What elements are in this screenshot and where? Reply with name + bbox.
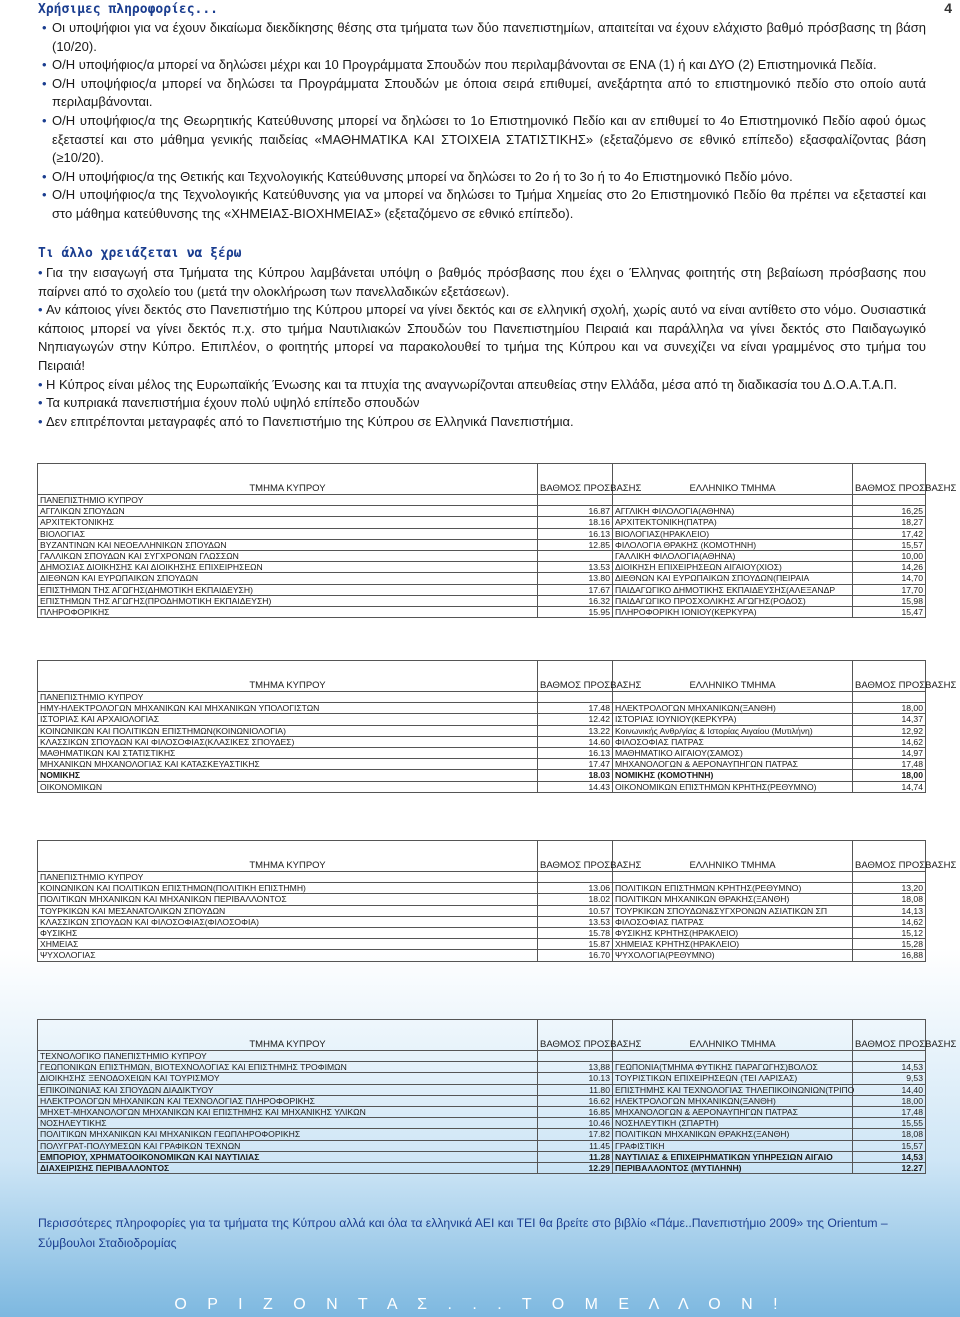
info-bullet-list xyxy=(38,19,926,224)
more-bullet: • Αν κάποιος γίνει δεκτός στο Πανεπιστήμιο της Κύπρου μπορεί να γίνει δεκτός και σε ελληνική σχολή, χωρίς αυτό να είναι αντίθετο στο νόμο. Ουσιαστικά κάποιος μπορεί να γίνει δεκτός π.χ. στο τμήμα Ναυτιλιακών Σπουδών του Πανεπιστημίου Πειραιά και παράλληλα να γίνει δεκτός στο Παιδαγωγικό Νηπιαγωγών στην Κύπρο. Επιπλέον, ο φοιτητής μπορεί να παρακολουθεί το τμήμα της Κύπρου και να συνεχίζει να είναι γραμμένος στο τμήμα του Πειραιά! xyxy=(38,301,926,375)
table-row xyxy=(38,950,926,961)
cyprus-score: 18.16 xyxy=(538,517,613,528)
university-row xyxy=(38,1051,926,1062)
greek-score: 18,08 xyxy=(853,894,926,905)
greek-dept: ΗΛΕΚΤΡΟΛΟΓΩΝ ΜΗΧΑΝΙΚΩΝ(ΞΑΝΘΗ) xyxy=(613,1095,853,1106)
greek-score: 13,20 xyxy=(853,883,926,894)
greek-score: 14,40 xyxy=(853,1084,926,1095)
table-row xyxy=(38,550,926,561)
header-cell: ΤΜΗΜΑ ΚΥΠΡΟΥ xyxy=(38,464,538,495)
table-row xyxy=(38,1129,926,1140)
table-row xyxy=(38,1140,926,1151)
table-header-row xyxy=(38,464,926,495)
greek-dept: ΕΠΙΣΤΗΜΗΣ ΚΑΙ ΤΕΧΝΟΛΟΓΙΑΣ ΤΗΛΕΠΙΚΟΙΝΩΝΙΩΝ(ΤΡΙΠΟ xyxy=(613,1084,853,1095)
header-cell: ΒΑΘΜΟΣ ΠΡΟΣΒΑΣΗΣ xyxy=(853,464,926,495)
greek-dept: ΤΟΥΡΚΙΚΩΝ ΣΠΟΥΔΩΝ&ΣΥΓΧΡΟΝΩΝ ΑΣΙΑΤΙΚΩΝ ΣΠ xyxy=(613,905,853,916)
grade-table xyxy=(37,660,957,793)
greek-score: 14,53 xyxy=(853,1062,926,1073)
greek-dept: ΧΗΜΕΙΑΣ ΚΡΗΤΗΣ(ΗΡΑΚΛΕΙΟ) xyxy=(613,939,853,950)
cyprus-score: 16.85 xyxy=(538,1106,613,1117)
cyprus-score: 16.70 xyxy=(538,950,613,961)
table-row xyxy=(38,528,926,539)
empty-cell xyxy=(613,692,853,703)
greek-dept: ΦΥΣΙΚΗΣ ΚΡΗΤΗΣ(ΗΡΑΚΛΕΙΟ) xyxy=(613,927,853,938)
empty-cell xyxy=(853,872,926,883)
greek-score: 15,55 xyxy=(853,1118,926,1129)
cyprus-score: 11.45 xyxy=(538,1140,613,1151)
cyprus-score: 10.57 xyxy=(538,905,613,916)
greek-dept: ΠΟΛΙΤΙΚΩΝ ΜΗΧΑΝΙΚΩΝ ΘΡΑΚΗΣ(ΞΑΝΘΗ) xyxy=(613,1129,853,1140)
cyprus-dept: ΝΟΜΙΚΗΣ xyxy=(38,770,538,781)
grade-table xyxy=(37,463,957,618)
cyprus-score: 18.03 xyxy=(538,770,613,781)
table-row xyxy=(38,1084,926,1095)
table-row xyxy=(38,736,926,747)
info-bullet: • Οι υποψήφιοι για να έχουν δικαίωμα διεκδίκησης θέσης στα τμήματα των δύο πανεπιστημίων, απαιτείται να έχουν ελάχιστο βαθμό πρόσβασης τη βάση (10/20). xyxy=(38,19,926,56)
footer-note: Περισσότερες πληροφορίες για τα τμήματα της Κύπρου αλλά και όλα τα ελληνικά ΑΕΙ και ΤΕΙ θα βρείτε στο βιβλίο «Πάμε..Πανεπιστήμιο 2009» της Orientum – Σύμβουλοι Σταδιοδρομίας xyxy=(38,1216,888,1250)
empty-cell xyxy=(853,1051,926,1062)
header-cell: ΒΑΘΜΟΣ ΠΡΟΣΒΑΣΗΣ xyxy=(538,1020,613,1051)
table-row xyxy=(38,1062,926,1073)
table-row xyxy=(38,517,926,528)
greek-score: 17,70 xyxy=(853,584,926,595)
cyprus-dept: ΠΟΛΥΓΡΑΤ-ΠΟΛΥΜΕΣΩΝ ΚΑΙ ΓΡΑΦΙΚΩΝ ΤΕΧΝΩΝ xyxy=(38,1140,538,1151)
page-number: 4 xyxy=(944,0,952,16)
university-name: ΠΑΝΕΠΙΣΤΗΜΙΟ ΚΥΠΡΟΥ xyxy=(38,872,538,883)
cyprus-dept: ΠΛΗΡΟΦΟΡΙΚΗΣ xyxy=(38,606,538,617)
cyprus-dept: ΓΑΛΛΙΚΩΝ ΣΠΟΥΔΩΝ ΚΑΙ ΣΥΓΧΡΟΝΩΝ ΓΛΩΣΣΩΝ xyxy=(38,550,538,561)
table-row xyxy=(38,916,926,927)
info-title: Χρήσιμες πληροφορίες... xyxy=(38,2,219,17)
cyprus-score: 11.80 xyxy=(538,1084,613,1095)
greek-score: 10,00 xyxy=(853,550,926,561)
greek-dept: ΦΙΛΟΣΟΦΙΑΣ ΠΑΤΡΑΣ xyxy=(613,916,853,927)
table-row xyxy=(38,781,926,792)
header-cell: ΕΛΛΗΝΙΚΟ ΤΜΗΜΑ xyxy=(613,661,853,692)
greek-score: 14,37 xyxy=(853,714,926,725)
header-cell: ΕΛΛΗΝΙΚΟ ΤΜΗΜΑ xyxy=(613,841,853,872)
cyprus-dept: ΤΟΥΡΚΙΚΩΝ ΚΑΙ ΜΕΣΑΝΑΤΟΛΙΚΩΝ ΣΠΟΥΔΩΝ xyxy=(38,905,538,916)
table-row xyxy=(38,584,926,595)
greek-dept: ΙΣΤΟΡΙΑΣ ΙΟΥΝΙΟΥ(ΚΕΡΚΥΡΑ) xyxy=(613,714,853,725)
empty-cell xyxy=(853,692,926,703)
greek-score: 14,26 xyxy=(853,562,926,573)
greek-dept: ΠΕΡΙΒΑΛΛΟΝΤΟΣ (ΜΥΤΙΛΗΝΗ) xyxy=(613,1162,853,1173)
empty-cell xyxy=(853,495,926,506)
greek-score: 18,08 xyxy=(853,1129,926,1140)
cyprus-dept: ΒΙΟΛΟΓΙΑΣ xyxy=(38,528,538,539)
cyprus-score: 16.62 xyxy=(538,1095,613,1106)
table-header-row xyxy=(38,1020,926,1051)
cyprus-dept: ΕΠΙΚΟΙΝΩΝΙΑΣ ΚΑΙ ΣΠΟΥΔΩΝ ΔΙΑΔΙΚΤΥΟΥ xyxy=(38,1084,538,1095)
cyprus-score: 10.46 xyxy=(538,1118,613,1129)
cyprus-score: 12.42 xyxy=(538,714,613,725)
greek-dept: ΔΙΟΙΚΗΣΗ ΕΠΙΧΕΙΡΗΣΕΩΝ ΑΙΓΑΙΟΥ(ΧΙΟΣ) xyxy=(613,562,853,573)
cyprus-dept: ΨΥΧΟΛΟΓΙΑΣ xyxy=(38,950,538,961)
cyprus-dept: ΝΟΣΗΛΕΥΤΙΚΗΣ xyxy=(38,1118,538,1129)
cyprus-score: 15.78 xyxy=(538,927,613,938)
greek-dept: ΑΓΓΛΙΚΗ ΦΙΛΟΛΟΓΙΑ(ΑΘΗΝΑ) xyxy=(613,506,853,517)
greek-score: 9,53 xyxy=(853,1073,926,1084)
greek-score: 15,47 xyxy=(853,606,926,617)
cyprus-dept: ΕΜΠΟΡΙΟΥ, ΧΡΗΜΑΤΟΟΙΚΟΝΟΜΙΚΩΝ ΚΑΙ ΝΑΥΤΙΛΙΑΣ xyxy=(38,1151,538,1162)
cyprus-dept: ΚΛΑΣΣΙΚΩΝ ΣΠΟΥΔΩΝ ΚΑΙ ΦΙΛΟΣΟΦΙΑΣ(ΦΙΛΟΣΟΦΙΑ) xyxy=(38,916,538,927)
university-row xyxy=(38,495,926,506)
table-row xyxy=(38,759,926,770)
cyprus-dept: ΚΟΙΝΩΝΙΚΩΝ ΚΑΙ ΠΟΛΙΤΙΚΩΝ ΕΠΙΣΤΗΜΩΝ(ΚΟΙΝΩΝΙΟΛΟΓΙΑ) xyxy=(38,725,538,736)
greek-dept: ΨΥΧΟΛΟΓΙΑ(ΡΕΘΥΜΝΟ) xyxy=(613,950,853,961)
greek-dept: ΓΡΑΦΙΣΤΙΚΗ xyxy=(613,1140,853,1151)
cyprus-score: 17.82 xyxy=(538,1129,613,1140)
greek-score: 12,92 xyxy=(853,725,926,736)
cyprus-dept: ΜΑΘΗΜΑΤΙΚΩΝ ΚΑΙ ΣΤΑΤΙΣΤΙΚΗΣ xyxy=(38,747,538,758)
cyprus-dept: ΒΥΖΑΝΤΙΝΩΝ ΚΑΙ ΝΕΟΕΛΛΗΝΙΚΩΝ ΣΠΟΥΔΩΝ xyxy=(38,539,538,550)
greek-dept: ΓΕΩΠΟΝΙΑ(ΤΜΗΜΑ ΦΥΤΙΚΗΣ ΠΑΡΑΓΩΓΗΣ)ΒΟΛΟΣ xyxy=(613,1062,853,1073)
greek-score: 14,70 xyxy=(853,573,926,584)
greek-dept: ΦΙΛΟΛΟΓΙΑ ΘΡΑΚΗΣ (ΚΟΜΟΤΗΝΗ) xyxy=(613,539,853,550)
greek-dept: ΠΑΙΔΑΓΩΓΙΚΟ ΔΗΜΟΤΙΚΗΣ ΕΚΠΑΙΔΕΥΣΗΣ(ΑΛΕΞΑΝΔΡ xyxy=(613,584,853,595)
empty-cell xyxy=(538,692,613,703)
cyprus-score xyxy=(538,550,613,561)
table-row xyxy=(38,1073,926,1084)
greek-score: 17,42 xyxy=(853,528,926,539)
table-header-row xyxy=(38,661,926,692)
greek-dept: ΝΟΣΗΛΕΥΤΙΚΗ (ΣΠΑΡΤΗ) xyxy=(613,1118,853,1129)
greek-dept: ΜΑΘΗΜΑΤΙΚΟ ΑΙΓΑΙΟΥ(ΣΑΜΟΣ) xyxy=(613,747,853,758)
university-name: ΠΑΝΕΠΙΣΤΗΜΙΟ ΚΥΠΡΟΥ xyxy=(38,495,538,506)
cyprus-score: 13,88 xyxy=(538,1062,613,1073)
greek-score: 18,27 xyxy=(853,517,926,528)
info-bullet: • Ο/Η υποψήφιος/α της Θετικής και Τεχνολογικής Κατεύθυνσης μπορεί να δηλώσει το 2ο ή το 3ο ή το 4ο Επιστημονικό Πεδίο μόνο. xyxy=(38,168,926,187)
cyprus-dept: ΔΙΟΙΚΗΣΗΣ ΞΕΝΟΔΟΧΕΙΩΝ ΚΑΙ ΤΟΥΡΙΣΜΟΥ xyxy=(38,1073,538,1084)
header-cell: ΒΑΘΜΟΣ ΠΡΟΣΒΑΣΗΣ xyxy=(538,661,613,692)
greek-dept: ΠΑΙΔΑΓΩΓΙΚΟ ΠΡΟΣΧΟΛΙΚΗΣ ΑΓΩΓΗΣ(ΡΟΔΟΣ) xyxy=(613,595,853,606)
greek-score: 14,74 xyxy=(853,781,926,792)
header-cell: ΕΛΛΗΝΙΚΟ ΤΜΗΜΑ xyxy=(613,1020,853,1051)
empty-cell xyxy=(613,872,853,883)
greek-dept: ΟΙΚΟΝΟΜΙΚΩΝ ΕΠΙΣΤΗΜΩΝ ΚΡΗΤΗΣ(ΡΕΘΥΜΝΟ) xyxy=(613,781,853,792)
cyprus-score: 14.43 xyxy=(538,781,613,792)
table-row xyxy=(38,1106,926,1117)
table-row xyxy=(38,606,926,617)
more-bullet: • Για την εισαγωγή στα Τμήματα της Κύπρου λαμβάνεται υπόψη ο βαθμός πρόσβασης που έχει ο Έλληνας φοιτητής στη βεβαίωση πρόσβασης που παίρνει από το σχολείο του (μετά την ολοκλήρωση των πανελλαδικών εξετάσεων). xyxy=(38,264,926,301)
table-row xyxy=(38,770,926,781)
cyprus-dept: ΑΡΧΙΤΕΚΤΟΝΙΚΗΣ xyxy=(38,517,538,528)
greek-score: 18,00 xyxy=(853,770,926,781)
cyprus-score: 17.67 xyxy=(538,584,613,595)
cyprus-score: 14.60 xyxy=(538,736,613,747)
footer-tagline: Ο Ρ Ι Ζ Ο Ν Τ Α Σ . . . Τ Ο Μ Ε Λ Λ Ο Ν ! xyxy=(174,1296,786,1313)
table-row xyxy=(38,703,926,714)
header-cell: ΒΑΘΜΟΣ ΠΡΟΣΒΑΣΗΣ xyxy=(853,1020,926,1051)
cyprus-dept: ΚΛΑΣΣΙΚΩΝ ΣΠΟΥΔΩΝ ΚΑΙ ΦΙΛΟΣΟΦΙΑΣ(ΚΛΑΣΙΚΕΣ ΣΠΟΥΔΕΣ) xyxy=(38,736,538,747)
table-row xyxy=(38,714,926,725)
header-cell: ΒΑΘΜΟΣ ΠΡΟΣΒΑΣΗΣ xyxy=(538,464,613,495)
table-row xyxy=(38,1162,926,1173)
cyprus-score: 15.95 xyxy=(538,606,613,617)
greek-dept: ΤΟΥΡΙΣΤΙΚΩΝ ΕΠΙΧΕΙΡΗΣΕΩΝ (ΤΕΙ ΛΑΡΙΣΑΣ) xyxy=(613,1073,853,1084)
more-bullet: • Η Κύπρος είναι μέλος της Ευρωπαϊκής Ένωσης και τα πτυχία της αναγνωρίζονται απευθείας στην Ελλάδα, μέσα από τη διαδικασία του Δ.Ο.Α.Τ.Α.Π. xyxy=(38,376,926,395)
table-row xyxy=(38,883,926,894)
greek-dept: Κοινωνικής Ανθρ/γίας & Ιστορίας Αιγαίου (Μυτιλήνη) xyxy=(613,725,853,736)
table-row xyxy=(38,562,926,573)
cyprus-score: 16.13 xyxy=(538,528,613,539)
university-row xyxy=(38,872,926,883)
table-row xyxy=(38,927,926,938)
header-cell: ΤΜΗΜΑ ΚΥΠΡΟΥ xyxy=(38,661,538,692)
cyprus-dept: ΗΛΕΚΤΡΟΛΟΓΩΝ ΜΗΧΑΝΙΚΩΝ ΚΑΙ ΤΕΧΝΟΛΟΓΙΑΣ ΠΛΗΡΟΦΟΡΙΚΗΣ xyxy=(38,1095,538,1106)
cyprus-dept: ΙΣΤΟΡΙΑΣ ΚΑΙ ΑΡΧΑΙΟΛΟΓΙΑΣ xyxy=(38,714,538,725)
cyprus-dept: ΧΗΜΕΙΑΣ xyxy=(38,939,538,950)
greek-dept: ΠΛΗΡΟΦΟΡΙΚΗ ΙΟΝΙΟΥ(ΚΕΡΚΥΡΑ) xyxy=(613,606,853,617)
greek-score: 14,62 xyxy=(853,916,926,927)
header-cell: ΒΑΘΜΟΣ ΠΡΟΣΒΑΣΗΣ xyxy=(853,661,926,692)
table-row xyxy=(38,506,926,517)
cyprus-dept: ΔΙΑΧΕΙΡΙΣΗΣ ΠΕΡΙΒΑΛΛΟΝΤΟΣ xyxy=(38,1162,538,1173)
greek-score: 17,48 xyxy=(853,1106,926,1117)
cyprus-score: 10.13 xyxy=(538,1073,613,1084)
more-bullet: • Δεν επιτρέπονται μεταγραφές από το Πανεπιστήμιο της Κύπρου σε Ελληνικά Πανεπιστήμια. xyxy=(38,413,926,432)
university-name: ΤΕΧΝΟΛΟΓΙΚΟ ΠΑΝΕΠΙΣΤΗΜΙΟ ΚΥΠΡΟΥ xyxy=(38,1051,538,1062)
greek-score: 14,62 xyxy=(853,736,926,747)
greek-score: 18,00 xyxy=(853,1095,926,1106)
greek-dept: ΔΙΕΘΝΩΝ ΚΑΙ ΕΥΡΩΠΑΙΚΩΝ ΣΠΟΥΔΩΝ(ΠΕΙΡΑΙΑ xyxy=(613,573,853,584)
table-row xyxy=(38,905,926,916)
grade-table xyxy=(37,1019,957,1174)
cyprus-dept: ΚΟΙΝΩΝΙΚΩΝ ΚΑΙ ΠΟΛΙΤΙΚΩΝ ΕΠΙΣΤΗΜΩΝ(ΠΟΛΙΤΙΚΗ ΕΠΙΣΤΗΜΗ) xyxy=(38,883,538,894)
table-row xyxy=(38,1118,926,1129)
table-row xyxy=(38,1095,926,1106)
greek-dept: ΦΙΛΟΣΟΦΙΑΣ ΠΑΤΡΑΣ xyxy=(613,736,853,747)
cyprus-dept: ΟΙΚΟΝΟΜΙΚΩΝ xyxy=(38,781,538,792)
greek-score: 15,98 xyxy=(853,595,926,606)
empty-cell xyxy=(538,495,613,506)
table-row xyxy=(38,747,926,758)
cyprus-dept: ΕΠΙΣΤΗΜΩΝ ΤΗΣ ΑΓΩΓΗΣ(ΔΗΜΟΤΙΚΗ ΕΚΠΑΙΔΕΥΣΗ) xyxy=(38,584,538,595)
greek-dept: ΗΛΕΚΤΡΟΛΟΓΩΝ ΜΗΧΑΝΙΚΩΝ(ΞΑΝΘΗ) xyxy=(613,703,853,714)
greek-score: 14,13 xyxy=(853,905,926,916)
info-bullet: • Ο/Η υποψήφιος/α μπορεί να δηλώσει μέχρι και 10 Προγράμματα Σπουδών που περιλαμβάνονται σε ΕΝΑ (1) ή και ΔΥΟ (2) Επιστημονικά Πεδία. xyxy=(38,56,926,75)
empty-cell xyxy=(613,495,853,506)
cyprus-score: 13.53 xyxy=(538,562,613,573)
table-row xyxy=(38,595,926,606)
cyprus-score: 11.28 xyxy=(538,1151,613,1162)
greek-score: 14,53 xyxy=(853,1151,926,1162)
university-row xyxy=(38,692,926,703)
greek-score: 15,57 xyxy=(853,539,926,550)
header-cell: ΒΑΘΜΟΣ ΠΡΟΣΒΑΣΗΣ xyxy=(853,841,926,872)
greek-dept: ΝΑΥΤΙΛΙΑΣ & ΕΠΙΧΕΙΡΗΜΑΤΙΚΩΝ ΥΠΗΡΕΣΙΩΝ ΑΙΓΑΙΟ xyxy=(613,1151,853,1162)
empty-cell xyxy=(538,872,613,883)
header-cell: ΤΜΗΜΑ ΚΥΠΡΟΥ xyxy=(38,1020,538,1051)
cyprus-dept: ΜΗΧΕΤ-ΜΗΧΑΝΟΛΟΓΩΝ ΜΗΧΑΝΙΚΩΝ ΚΑΙ ΕΠΙΣΤΗΜΗΣ ΚΑΙ ΜΗΧΑΝΙΚΗΣ ΥΛΙΚΩΝ xyxy=(38,1106,538,1117)
cyprus-score: 12.29 xyxy=(538,1162,613,1173)
table-row xyxy=(38,725,926,736)
greek-score: 15,28 xyxy=(853,939,926,950)
header-cell: ΕΛΛΗΝΙΚΟ ΤΜΗΜΑ xyxy=(613,464,853,495)
cyprus-score: 16.87 xyxy=(538,506,613,517)
cyprus-score: 15.87 xyxy=(538,939,613,950)
table-row xyxy=(38,1151,926,1162)
greek-score: 15,57 xyxy=(853,1140,926,1151)
greek-dept: ΜΗΧΑΝΟΛΟΓΩΝ & ΑΕΡΟΝΑΥΠΗΓΩΝ ΠΑΤΡΑΣ xyxy=(613,759,853,770)
more-bullet: • Τα κυπριακά πανεπιστήμια έχουν πολύ υψηλό επίπεδο σπουδών xyxy=(38,394,926,413)
table-row xyxy=(38,939,926,950)
cyprus-score: 12.85 xyxy=(538,539,613,550)
greek-dept: ΝΟΜΙΚΗΣ (ΚΟΜΟΤΗΝΗ) xyxy=(613,770,853,781)
greek-dept: ΓΑΛΛΙΚΗ ΦΙΛΟΛΟΓΙΑ(ΑΘΗΝΑ) xyxy=(613,550,853,561)
more-bullet-list xyxy=(38,264,926,431)
greek-dept: ΑΡΧΙΤΕΚΤΟΝΙΚΗ(ΠΑΤΡΑ) xyxy=(613,517,853,528)
greek-dept: ΜΗΧΑΝΟΛΟΓΩΝ & ΑΕΡΟΝΑΥΠΗΓΩΝ ΠΑΤΡΑΣ xyxy=(613,1106,853,1117)
university-name: ΠΑΝΕΠΙΣΤΗΜΙΟ ΚΥΠΡΟΥ xyxy=(38,692,538,703)
cyprus-score: 13.53 xyxy=(538,916,613,927)
table-row xyxy=(38,539,926,550)
table-row xyxy=(38,894,926,905)
cyprus-score: 18.02 xyxy=(538,894,613,905)
cyprus-dept: ΠΟΛΙΤΙΚΩΝ ΜΗΧΑΝΙΚΩΝ ΚΑΙ ΜΗΧΑΝΙΚΩΝ ΠΕΡΙΒΑΛΛΟΝΤΟΣ xyxy=(38,894,538,905)
greek-dept: ΒΙΟΛΟΓΙΑΣ(ΗΡΑΚΛΕΙΟ) xyxy=(613,528,853,539)
cyprus-score: 17.47 xyxy=(538,759,613,770)
cyprus-dept: ΑΓΓΛΙΚΩΝ ΣΠΟΥΔΩΝ xyxy=(38,506,538,517)
greek-score: 16,88 xyxy=(853,950,926,961)
greek-score: 18,00 xyxy=(853,703,926,714)
header-cell: ΒΑΘΜΟΣ ΠΡΟΣΒΑΣΗΣ xyxy=(538,841,613,872)
info-bullet: • Ο/Η υποψήφιος/α της Τεχνολογικής Κατεύθυνσης για να μπορεί να δηλώσει το Τμήμα Χημείας στο 2ο Επιστημονικό Πεδίο θα πρέπει να εξεταστεί και στο μάθημα κατεύθυνσης της «ΧΗΜΕΙΑΣ-ΒΙΟΧΗΜΕΙΑΣ» (εξεταζόμενο σε εθνικό επίπεδο). xyxy=(38,186,926,223)
cyprus-score: 16.13 xyxy=(538,747,613,758)
header-cell: ΤΜΗΜΑ ΚΥΠΡΟΥ xyxy=(38,841,538,872)
info-bullet: • Ο/Η υποψήφιος/α μπορεί να δηλώσει τα Προγράμματα Σπουδών με όποια σειρά επιθυμεί, ανεξάρτητα από το επιστημονικό πεδίο στο οποίο αυτά περιλαμβάνονται. xyxy=(38,75,926,112)
cyprus-dept: ΔΙΕΘΝΩΝ ΚΑΙ ΕΥΡΩΠΑΙΚΩΝ ΣΠΟΥΔΩΝ xyxy=(38,573,538,584)
cyprus-dept: ΔΗΜΟΣΙΑΣ ΔΙΟΙΚΗΣΗΣ ΚΑΙ ΔΙΟΙΚΗΣΗΣ ΕΠΙΧΕΙΡΗΣΕΩΝ xyxy=(38,562,538,573)
info-bullet: • Ο/Η υποψήφιος/α της Θεωρητικής Κατεύθυνσης μπορεί να δηλώσει το 1ο Επιστημονικό Πεδίο και αν επιθυμεί το 4ο Επιστημονικό Πεδίο αφού όμως εξεταστεί και στο μάθημα γενικής παιδείας «ΜΑΘΗΜΑΤΙΚΑ ΚΑΙ ΣΤΟΙΧΕΙΑ ΣΤΑΤΙΣΤΙΚΗΣ» (εξεταζόμενο σε εθνικό επίπεδο) εξασφαλίζοντας βάση (≥10/20). xyxy=(38,112,926,168)
cyprus-score: 13.22 xyxy=(538,725,613,736)
empty-cell xyxy=(538,1051,613,1062)
grade-table xyxy=(37,840,957,962)
greek-score: 15,12 xyxy=(853,927,926,938)
cyprus-dept: ΠΟΛΙΤΙΚΩΝ ΜΗΧΑΝΙΚΩΝ ΚΑΙ ΜΗΧΑΝΙΚΩΝ ΓΕΩΠΛΗΡΟΦΟΡΙΚΗΣ xyxy=(38,1129,538,1140)
cyprus-dept: ΕΠΙΣΤΗΜΩΝ ΤΗΣ ΑΓΩΓΗΣ(ΠΡΟΔΗΜΟΤΙΚΗ ΕΚΠΑΙΔΕΥΣΗ) xyxy=(38,595,538,606)
table-header-row xyxy=(38,841,926,872)
table-row xyxy=(38,573,926,584)
cyprus-dept: ΗΜΥ-ΗΛΕΚΤΡΟΛΟΓΩΝ ΜΗΧΑΝΙΚΩΝ ΚΑΙ ΜΗΧΑΝΙΚΩΝ ΥΠΟΛΟΓΙΣΤΩΝ xyxy=(38,703,538,714)
greek-dept: ΠΟΛΙΤΙΚΩΝ ΜΗΧΑΝΙΚΩΝ ΘΡΑΚΗΣ(ΞΑΝΘΗ) xyxy=(613,894,853,905)
greek-score: 17,48 xyxy=(853,759,926,770)
greek-score: 14,97 xyxy=(853,747,926,758)
more-title: Τι άλλο χρειάζεται να ξέρω xyxy=(38,246,242,261)
cyprus-score: 16.32 xyxy=(538,595,613,606)
empty-cell xyxy=(613,1051,853,1062)
greek-dept: ΠΟΛΙΤΙΚΩΝ ΕΠΙΣΤΗΜΩΝ ΚΡΗΤΗΣ(ΡΕΘΥΜΝΟ) xyxy=(613,883,853,894)
cyprus-score: 13.06 xyxy=(538,883,613,894)
cyprus-score: 13.80 xyxy=(538,573,613,584)
cyprus-dept: ΦΥΣΙΚΗΣ xyxy=(38,927,538,938)
cyprus-dept: ΓΕΩΠΟΝΙΚΩΝ ΕΠΙΣΤΗΜΩΝ, ΒΙΟΤΕΧΝΟΛΟΓΙΑΣ ΚΑΙ ΕΠΙΣΤΗΜΗΣ ΤΡΟΦΙΜΩΝ xyxy=(38,1062,538,1073)
greek-score: 16,25 xyxy=(853,506,926,517)
greek-score: 12.27 xyxy=(853,1162,926,1173)
cyprus-dept: ΜΗΧΑΝΙΚΩΝ ΜΗΧΑΝΟΛΟΓΙΑΣ ΚΑΙ ΚΑΤΑΣΚΕΥΑΣΤΙΚΗΣ xyxy=(38,759,538,770)
cyprus-score: 17.48 xyxy=(538,703,613,714)
